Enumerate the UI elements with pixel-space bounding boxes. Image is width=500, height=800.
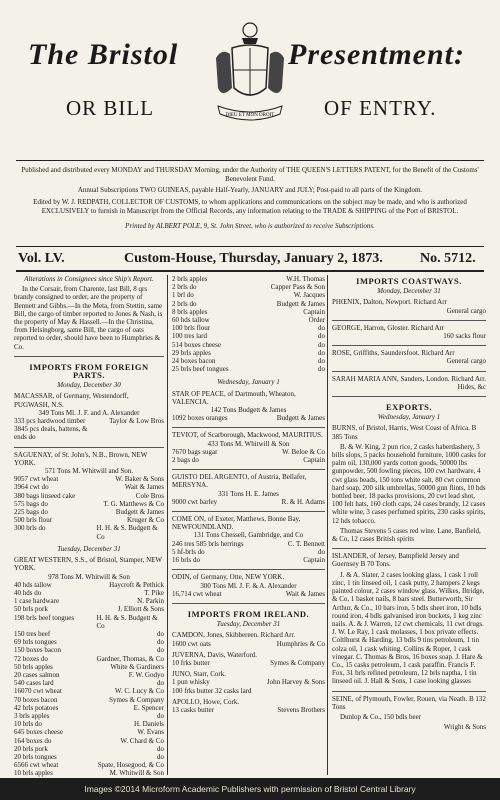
cargo-row: 10 frks butter Symes & Company — [172, 658, 325, 667]
issue-number: No. 5712. — [420, 251, 476, 266]
column-3 — [332, 275, 486, 775]
ship-entry: ODIN, of Germany, Otte, NEW YORK. — [172, 573, 285, 582]
ship-meta: 349 Tons Ml. J. F. and A. Alexander — [38, 408, 140, 417]
section-date: Monday, December 31 — [377, 287, 441, 296]
cargo-list — [14, 417, 164, 442]
cargo-row: 69 brls tongues do — [14, 638, 164, 647]
cargo-row: 9057 cwt wheat W. Baker & Sons — [14, 475, 164, 484]
ship-entry: MACASSAR, of Germany, Westendorff, PUGWASH, N.S. — [14, 392, 129, 409]
rule-volume-bottom — [16, 270, 484, 272]
column-1 — [14, 275, 164, 778]
cargo-row: 198 brls beef tongues H. H. & S. Budgett & Co — [14, 613, 158, 630]
divider — [172, 511, 325, 512]
cargo-list — [14, 581, 164, 786]
cargo-row: 8 brls apples Captain — [172, 307, 325, 316]
export-manifest: Dunlop & Co., 150 bdls beer — [340, 712, 422, 721]
export-entry: BURNS, of Bristol, Harris, West Coast of Africa. B 385 Tons — [332, 424, 477, 441]
coast-cargo: General cargo — [446, 306, 486, 315]
cargo-row: 3845 pcs deals, battens, & ends do — [14, 425, 88, 442]
cargo-row: 2 brls do Capper Pass & Son — [172, 283, 325, 292]
coast-entry: ROSE, Griffiths, Saundersfoot. Richard Arr — [332, 349, 455, 358]
masthead — [0, 0, 500, 160]
crest-motto: DIEU ET MON DROIT — [225, 113, 275, 118]
divider — [332, 345, 486, 346]
ship-entry: CAMDON, Jones, Skibbereen. Richard Arr. — [172, 631, 296, 640]
ship-meta: 978 Tons M. Whitwill & Son — [48, 572, 130, 581]
rule-top — [16, 160, 484, 161]
ship-meta: 331 Tons H. E. James — [218, 489, 279, 498]
divider — [332, 396, 486, 397]
ship-meta: 300 Tons Ml. J. F. & A. Alexander — [200, 581, 297, 590]
ship-entry: COME ON, of Exeter, Matthews, Bonne Bay, NEWFOUNDLAND. — [172, 515, 301, 532]
cargo-row: 16,714 cwt wheat Wait & James — [172, 589, 325, 598]
divider — [172, 603, 325, 604]
divider — [172, 569, 325, 570]
masthead-title-left: The Bristol — [28, 38, 179, 71]
section-date: Wednesday, January 1 — [377, 413, 441, 422]
cargo-row: 3 brls apples do — [14, 711, 164, 720]
ship-entry: STAR OF PEACE, of Dartmouth, Wheaton, VALENCIA. — [172, 389, 296, 406]
export-manifest: J. & A. Slater, 2 cases looking glass, 1 cask 1 roll zinc, 1 tin linseed oil, 1 cask putty, 2 hampers 2 kegs painted colour, 2 cases window glass. Wilkes, Iltridge, & Co, 1 basket nails, 8 bars steel. Butterworth, Sir Arthur, & Co., 10 bars iron, 5 bdls sheet iron, 10 bdls round iron, 4 bdls galvanised iron buckets, 1 keg zinc nails. A. & J. Warren, 12 cwt chemicals, 11 cwt drugs. J. W. Le Ray, 1 cask molasses, 1 box private effects. Coltlhurst & Harding, 13 bdls 9 tins petroleum, 1 tin colza oil, 1 cask whiting. Collins & Roper, 1 cask vinegar. C. Thomas & Bros, 16 boxes soap. J. Hare & Co., 15 casks petroleum, 1 cask paraffin. Francis F. Fox, 31 brls refined petroleum, 12 brls naptha, 1 tin linseed oil. J. Hall & Sons, 1 case looking glasses — [332, 570, 485, 686]
cargo-row: 5 hf-brls do do — [172, 547, 325, 556]
info-published: Published and distributed every MONDAY and THURSDAY Morning, under the Authority of THE QUEEN'S LETTERS PATENT, for the Benefit of the Customs' Benevolent Fund. — [21, 166, 479, 183]
cargo-row: 16 brls do Captain — [172, 556, 325, 565]
cargo-list — [14, 475, 164, 541]
cargo-row: 10 brls apples M. Whitwill & Son — [14, 769, 164, 778]
masthead-subtitle-left: OR BILL — [66, 96, 155, 120]
export-entry: SEINE, of Plymouth, Fowler, Rouen, via Neath. B 132 Tons — [332, 694, 486, 711]
cargo-row: 150 tres beef do — [14, 629, 164, 638]
exports-heading: EXPORTS. — [386, 402, 432, 413]
rule-volume-top — [16, 246, 484, 247]
cargo-row: 380 bags linseed cake Cole Bros — [14, 491, 164, 500]
coastways-heading: IMPORTS COASTWAYS. — [356, 276, 462, 286]
cargo-row: 500 brls flour Kruger & Co — [14, 516, 164, 525]
cargo-row: 3964 cwt do Wait & James — [14, 483, 164, 492]
section-date: Tuesday, December 31 — [216, 620, 281, 629]
cargo-row: 70 boxes bacon Symes & Company — [14, 695, 164, 704]
cargo-row: 42 brls potatoes E. Spencer — [14, 703, 164, 712]
coast-entry: GEORGE, Harron, Gloster. Richard Arr — [332, 323, 445, 332]
export-manifest: Thomas Stevens 5 cases red wine. Lane, Banfield, & Co, 12 cases British spirits — [332, 526, 481, 544]
cargo-list — [172, 275, 325, 373]
masthead-title-right: Presentment: — [288, 38, 465, 71]
ship-entry: GREAT WESTERN, S.S., of Bristol, Stamper, NEW YORK. — [14, 556, 162, 573]
cargo-row: 10 brls do H. Daniels — [14, 720, 164, 729]
section-date: Wednesday, January 1 — [217, 378, 280, 387]
cargo-row: 1 case hardware N. Parkin — [14, 597, 164, 606]
cargo-row: 645 boxes cheese W. Evans — [14, 728, 164, 737]
ship-entry: APOLLO, Howe, Cork. — [172, 697, 240, 706]
cargo-row: 164 boxes do W. Chard & Co — [14, 736, 164, 745]
coast-cargo: General cargo — [446, 357, 486, 366]
cargo-row: 514 boxes cheese do — [172, 340, 325, 349]
divider — [14, 447, 164, 448]
cargo-row: 1600 cwt oats Humphries & Co — [172, 639, 325, 648]
ship-entry: JUVERNA, Davis, Waterford. — [172, 650, 258, 659]
ship-entry: JUNO, Starr, Cork. — [172, 670, 226, 679]
divider — [332, 371, 486, 372]
cargo-row: 100 brls flour do — [172, 324, 325, 333]
cargo-row: 72 boxes do Gardner, Thomas, & Co — [14, 654, 164, 663]
cargo-row: 246 tres 585 brls herrings C. T. Bennett — [172, 539, 325, 548]
cargo-row: 575 bags do T. G. Matthews & Co — [14, 499, 164, 508]
cargo-row: 333 pcs hardwood timber Taylor & Low Bros — [14, 417, 164, 426]
masthead-subtitle-right: OF ENTRY. — [324, 96, 437, 120]
coastways-list — [332, 298, 486, 391]
cargo-row: 300 brls do H. H. & S. Budgett & Co — [14, 524, 158, 541]
alterations-text: In the Corsair, from Charente, last Bill, 8 qrs brandy consigned to order, are the property of Bennett and Gibbs.—In the Meta, from Stettin, same Bill, the cargo of timber reported to Jones & Nash, is the property of May & Hassell.—In the Christina, from Helsingborg, same Bill, the cargo of oats reported to order, should have been to Humphries & Co. — [14, 285, 163, 351]
info-printer: Printed by ALBERT POLE, 9, St. John Street, who is authorized to receive Subscriptions. — [125, 222, 375, 230]
divider — [14, 356, 164, 357]
issue-date: Custom-House, Thursday, January 2, 1873. — [124, 251, 383, 266]
cargo-row: 100 tres lard do — [172, 332, 325, 341]
info-subscriptions: Annual Subscriptions TWO GUINEAS, payable Half-Yearly, JANUARY and JULY; Post-paid to all parts of the Kingdom. — [77, 186, 423, 194]
cargo-row: 225 bags do Budgett & James — [14, 508, 164, 517]
divider — [332, 548, 486, 549]
cargo-row: 150 boxes bacon do — [14, 646, 164, 655]
info-editor: Edited by W. J. REDPATH, COLLECTOR OF CUSTOMS, to whom applications and communications on the subject may be made, and who is authorized EXCLUSIVELY to furnish in Manuscript from the Official Records, any information relating to the TRADE & SHIPPING of the Port of BRISTOL. — [33, 198, 467, 215]
coast-entry: PHŒNIX, Dalton, Newport. Richard Arr — [332, 298, 447, 307]
cargo-row: 40 hds tallow Haycroft & Pethick — [14, 580, 164, 589]
ship-entry: TEVIOT, of Scarborough, Mackwood, MAURITIUS. — [172, 431, 323, 440]
cargo-row: 40 hds do T. Pike — [14, 588, 164, 597]
cargo-row: 24 boxes bacon do — [172, 357, 325, 366]
section-date: Tuesday, December 31 — [57, 544, 121, 553]
divider — [332, 691, 486, 692]
divider — [172, 469, 325, 470]
cargo-row: 1092 boxes oranges Budgett & James — [172, 414, 325, 423]
cargo-row: 13 casks butter Stevens Brothers — [172, 705, 325, 714]
image-credit-bar: Images ©2014 Microform Academic Publishers with permission of Bristol Central Library — [0, 778, 500, 800]
cargo-row: 29 brls apples do — [172, 348, 325, 357]
cargo-row: 6566 cwt wheat Spate, Hosegood, & Co — [14, 761, 164, 770]
cargo-row: 1 brl do W. Jacques — [172, 291, 325, 300]
cargo-row: 20 brls tongues do — [14, 752, 164, 761]
cargo-row: 100 frks butter 32 casks lard — [172, 686, 252, 695]
royal-crest-icon — [212, 18, 288, 134]
ship-meta: 142 Tons Budgett & James — [210, 406, 287, 415]
section-date: Monday, December 30 — [57, 381, 121, 390]
foreign-imports-heading: IMPORTS FROM FOREIGN PARTS. — [29, 361, 149, 381]
export-manifest: Wright & Sons — [443, 723, 486, 732]
volume-number: Vol. LV. — [18, 251, 65, 266]
column-2 — [172, 275, 325, 775]
coast-cargo: 160 sacks flour — [443, 332, 486, 341]
cargo-row: 2 brls do Budgett & James — [172, 299, 325, 308]
cargo-row: 50 brls pork J. Elliott & Sons — [14, 605, 164, 614]
coast-cargo: Hides, &c — [457, 382, 486, 391]
divider — [172, 427, 325, 428]
ship-entry: SAGUENAY, of St. John's, N.B., Brown, NEW YORK. — [14, 450, 148, 467]
cargo-row: 9000 cwt barley R. & H. Adams — [172, 497, 325, 506]
cargo-row: 1 pun whisky John Harvey & Sons — [172, 678, 325, 687]
cargo-row: 50 brls apples White & Gardiners — [14, 662, 164, 671]
cargo-row: 7670 bags sugar W. Beloe & Co — [172, 447, 325, 456]
cargo-row: 2 bags do Captain — [172, 456, 325, 465]
cargo-row: 60 hds tallow Order — [172, 316, 325, 325]
export-manifest: B. & W. King, 2 pun rice, 2 casks haberdashery, 3 bills slops, 5 packs household furniture, 1000 casks for palm oil, 130,000 yards cotton goods, 50000 lbs gunpowder, 500 fowling pieces, 100 cwt hardware, 4 cwt glass beads, 150 tons white salt, 80 cwt common hard soap, 200 silk umbrellas, 50000 gun flints, 10 hds bottled beer, 18 packs provisions, 20 cwt lead shot, 100 felt hats, 160 cloth caps, 24 cases brandy, 12 cases white wine, 3 cases perfumed spirits, 230 casks spirits, 12 hds tobacco. — [332, 442, 486, 525]
export-entry: ISLANDER, of Jersey, Bampfield Jersey and Guernsey B 70 Tons. — [332, 552, 459, 569]
ireland-imports-heading: IMPORTS FROM IRELAND. — [187, 608, 310, 619]
cargo-row: 2 brls apples W.H. Thomas — [172, 275, 325, 283]
coast-entry: SARAH MARIA ANN, Sanders, London. Richard Arr. — [332, 374, 486, 383]
ship-meta: 131 Tons Chessell, Gambridge, and Co — [193, 531, 304, 540]
cargo-row: 20 cases salmon F. W. Godyo — [14, 670, 164, 679]
divider — [332, 320, 486, 321]
cargo-row: 16070 cwt wheat W. C. Lucy & Co — [14, 687, 164, 696]
cargo-row: 25 brls beef tongues do — [172, 365, 325, 374]
ship-entry: GUISTO DEL ARGENTO, of Austria, Bellafer, MERSYNA. — [172, 473, 307, 490]
columns — [14, 275, 486, 778]
cargo-row: 540 cases lard do — [14, 679, 164, 688]
alterations-title: Alterations in Consignees since Ship's Report. — [24, 275, 154, 283]
ship-meta: 571 Tons M. Whitwill and Son. — [44, 467, 134, 476]
cargo-row: 20 brls pork do — [14, 744, 164, 753]
ship-meta: 433 Tons M. Whitwill & Son — [207, 439, 290, 448]
